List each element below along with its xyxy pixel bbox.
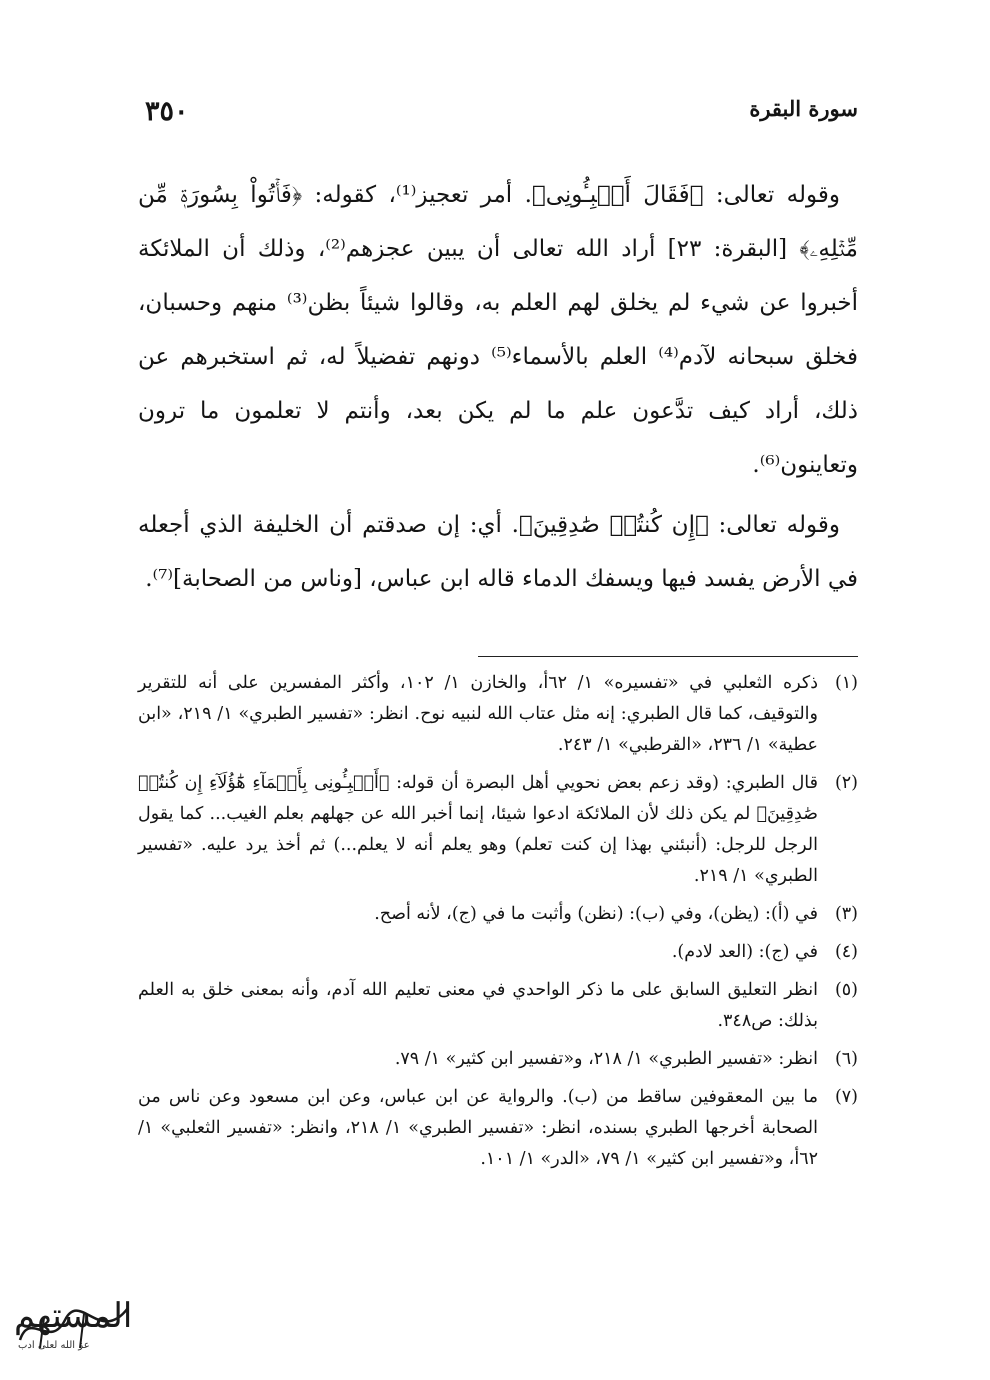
paragraph: وقوله تعالى: ﴿فَقَالَ أَنۢبِـُٔونِى﴾. أمر تعجيز⁽¹⁾، كقوله: ﴿فَأۡتُواْ بِسُورَةٖ مِّن مِّثۡلِهِۦ﴾ [البقرة: ٢٣] أراد الله تعالى أن يبين عجزهم⁽²⁾، وذلك أن الملائكة أخبروا عن شيء لم يخلق لهم العلم به، وقالوا شيئاً بظن⁽³⁾ منهم وحسبان، فخلق سبحانه لآدم⁽⁴⁾ العلم بالأسماء⁽⁵⁾ دونهم تفضيلاً له، ثم استخبرهم عن ذلك، أراد كيف تدَّعون علم ما لم يكن بعد، وأنتم لا تعلمون ما ترون وتعاينون⁽⁶⁾.: [138, 182, 859, 478]
footnote-item: [138, 668, 858, 761]
footnote-number: (٢): [834, 773, 858, 793]
footnote-text: ما بين المعقوفين ساقط من (ب). والرواية عن ابن عباس، وعن ابن مسعود وعن ناس من الصحابة أخرجها الطبري بسنده، انظر: «تفسير الطبري» ١/ ٢١٨، وانظر: «تفسير الثعلبي» ١/ ٦٢أ، و«تفسير ابن كثير» ١/ ٧٩، «الدر» ١/ ١٠١.: [138, 1087, 819, 1169]
footnote-text: انظر التعليق السابق على ما ذكر الواحدي في معنى تعليم الله آدم، وأنه بمعنى خلق به العلم بذلك: ص٣٤٨.: [138, 980, 818, 1031]
logo-text: المستهم: [14, 1296, 133, 1336]
paragraph: وقوله تعالى: ﴿إِن كُنتُمۡ صَٰدِقِينَ﴾. أي: إن صدقتم أن الخليفة الذي أجعله في الأرض يفسد فيها ويسفك الدماء قاله ابن عباس، [وناس من الصحابة]⁽⁷⁾.: [138, 512, 858, 592]
footnote-number: (١): [834, 673, 858, 693]
page-header: [145, 96, 858, 136]
footnote-number: (٤): [834, 942, 858, 962]
footnote-item: [138, 899, 858, 930]
footnote-number: (٦): [834, 1049, 858, 1069]
footnote-text: في (أ): (يظن)، وفي (ب): (نظن) وأثبت ما في (ج)، لأنه أصح.: [374, 904, 818, 924]
surah-title: سورة البقرة: [749, 96, 858, 121]
footnote-text: في (ج): (العد لادم).: [671, 942, 818, 962]
footnote-item: [138, 937, 858, 968]
footnote-item: [138, 1082, 858, 1175]
page-number: ٣٥٠: [145, 96, 189, 127]
footnote-item: [138, 1044, 858, 1075]
footnote-number: (٧): [834, 1087, 858, 1107]
footnote-text: ذكره الثعلبي في «تفسيره» ١/ ٦٢أ، والخازن ١/ ١٠٢، وأكثر المفسرين على أنه للتقرير والتوقيف، كما قال الطبري: إنه مثل عتاب الله لنبيه نوح. انظر: «تفسير الطبري» ١/ ٢١٩، «ابن عطية» ١/ ٢٣٦، «القرطبي» ١/ ٢٤٣.: [138, 673, 819, 755]
footnote-item: [138, 975, 858, 1037]
footnote-number: (٣): [834, 904, 858, 924]
footnote-item: [138, 768, 858, 892]
main-text: [138, 168, 858, 612]
footnote-number: (٥): [834, 980, 858, 1000]
footnotes: [138, 668, 858, 1182]
publisher-logo: [10, 1290, 140, 1370]
footnote-text: قال الطبري: (وقد زعم بعض نحويي أهل البصرة أن قوله: ﴿أَنۢبِـُٔونِى بِأَسۡمَآءِ هَٰٓؤُلَآءِ إِن كُنتُمۡ صَٰدِقِينَ﴾ لم يكن ذلك لأن الملائكة ادعوا شيئا، إنما أخبر الله عن جهلهم بعلم الغيب... كما يقول الرجل للرجل: (أنبئني بهذا إن كنت تعلم) وهو يعلم أنه لا يعلم...) ثم أخذ يرد عليه. «تفسير الطبري» ١/ ٢١٩.: [138, 773, 818, 886]
logo-subtext: عز الله لعلى ادب: [18, 1340, 90, 1351]
footnote-text: انظر: «تفسير الطبري» ١/ ٢١٨، و«تفسير ابن كثير» ١/ ٧٩.: [394, 1049, 818, 1069]
footnote-separator: [478, 656, 858, 657]
